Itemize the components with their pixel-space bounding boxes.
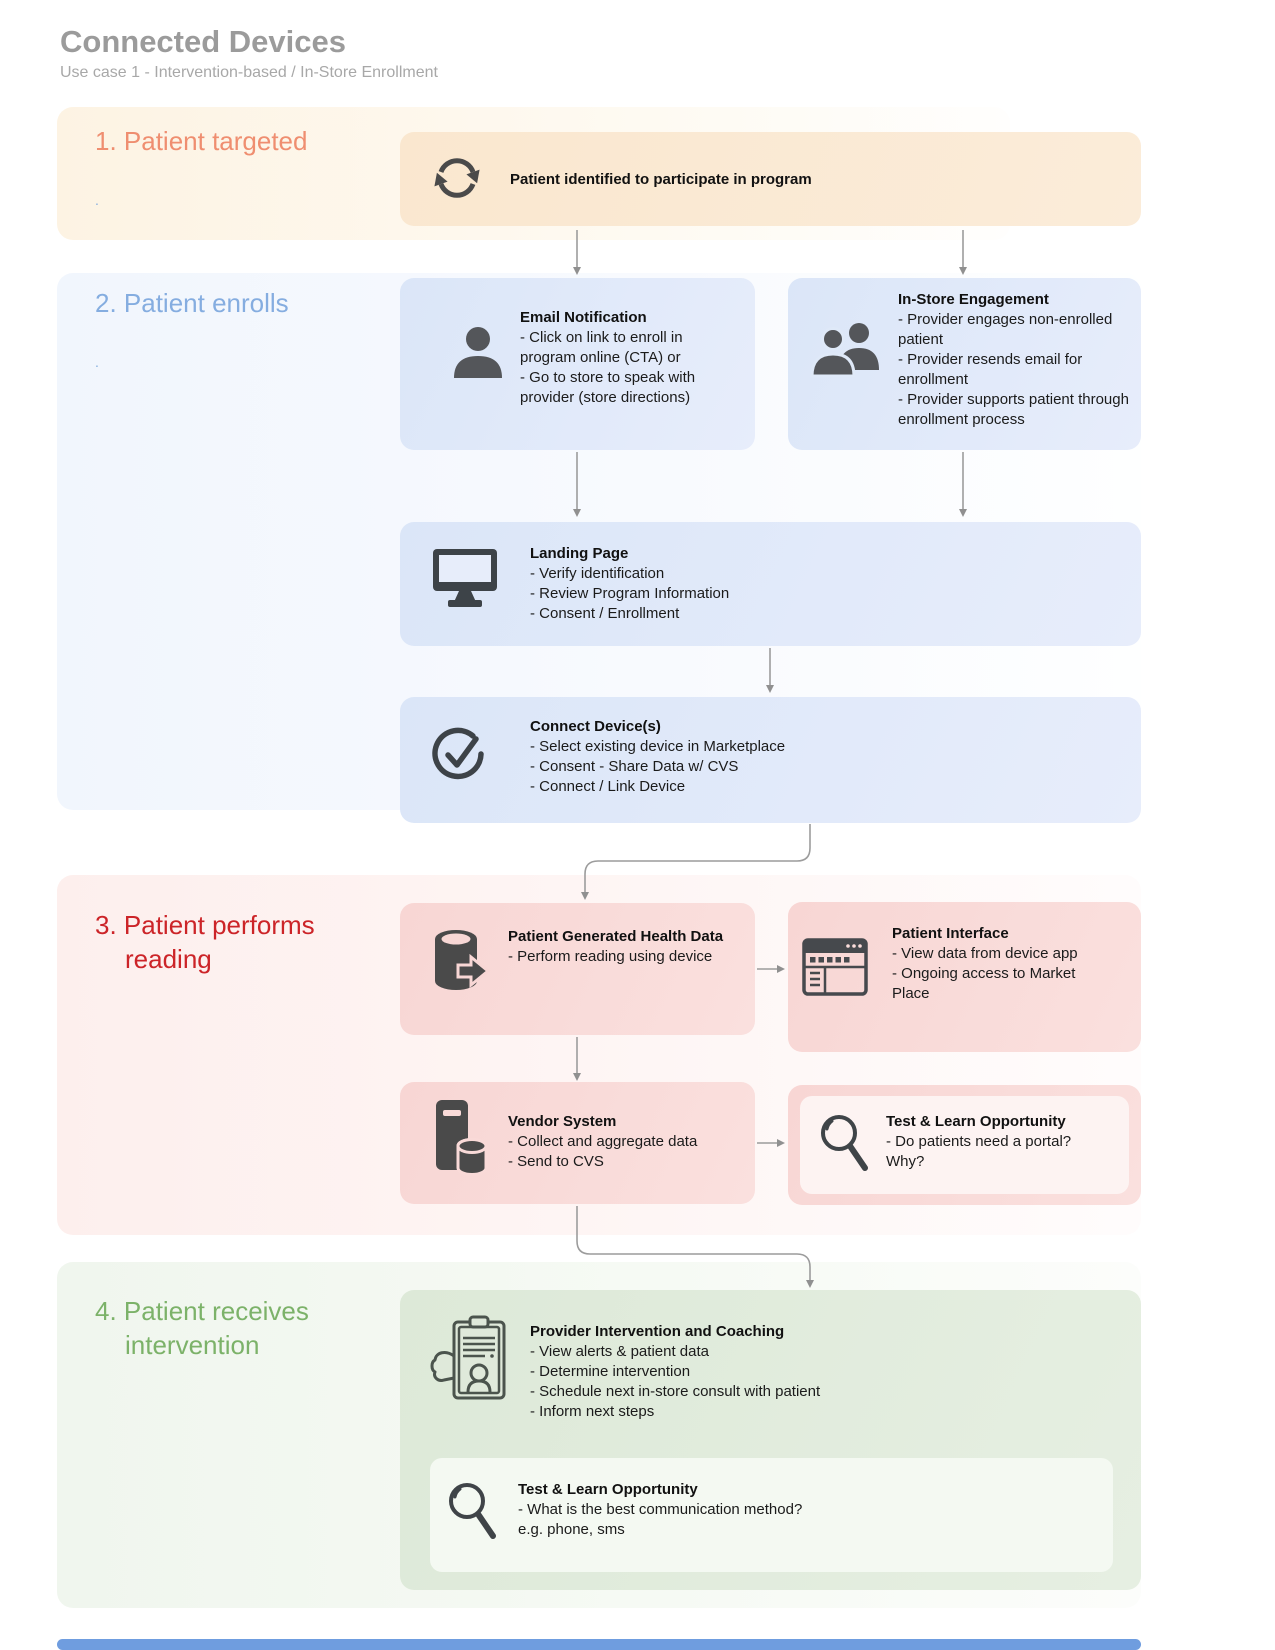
bottom-band-edge (57, 1639, 1141, 1650)
card-connect-devices (400, 697, 1141, 823)
card-bullet: - Go to store to speak with provider (store directions) (520, 369, 696, 406)
magnifier-icon (446, 1480, 498, 1549)
section-label-patient-enrolls: 2. Patient enrolls (95, 288, 289, 318)
card-title: Email Notification (520, 309, 647, 326)
section-dot-1: . (95, 192, 99, 208)
card-title: In-Store Engagement (898, 291, 1049, 308)
card-test-learn-portal-outer (788, 1085, 1141, 1205)
card-bullet: - Select existing device in Marketplace (530, 738, 786, 755)
page-subtitle: Use case 1 - Intervention-based / In-Store Enrollment (60, 64, 438, 81)
server-database-icon (432, 1098, 490, 1187)
card-email-notification (400, 278, 755, 450)
card-bullet: - Determine intervention (530, 1363, 691, 1380)
card-patient-generated-health-data (400, 903, 755, 1035)
card-title: Vendor System (508, 1113, 617, 1130)
card-bullet: - Consent - Share Data w/ CVS (530, 758, 739, 775)
sync-icon (428, 154, 486, 207)
card-bullet: - Provider engages non-enrolled patient (898, 311, 1113, 348)
section-label-patient-targeted: 1. Patient targeted (95, 126, 308, 156)
magnifier-icon (818, 1112, 870, 1181)
card-title: Test & Learn Opportunity (518, 1481, 698, 1498)
card-bullet: - Perform reading using device (508, 948, 713, 965)
card-title: Test & Learn Opportunity (886, 1113, 1066, 1130)
card-bullet: - Provider supports patient through enrollment process (898, 391, 1129, 428)
section-label-patient-performs-line1: 3. Patient performs (95, 910, 315, 940)
card-title: Provider Intervention and Coaching (530, 1323, 785, 1340)
card-bullet: - Provider resends email for enrollment (898, 351, 1083, 388)
card-title: Landing Page (530, 545, 629, 562)
card-bullet: - Consent / Enrollment (530, 605, 680, 622)
page-title: Connected Devices (60, 24, 346, 59)
card-title: Connect Device(s) (530, 718, 661, 735)
card-bullet: - Review Program Information (530, 585, 730, 602)
card-in-store-engagement (788, 278, 1141, 450)
card-bullet: - Verify identification (530, 565, 665, 582)
card-bullet: - Connect / Link Device (530, 778, 686, 795)
clipboard-person-icon (426, 1314, 512, 1411)
card-bullet: - Click on link to enroll in program online (CTA) or (520, 329, 683, 366)
card-vendor-system (400, 1082, 755, 1204)
check-circle-icon (430, 723, 488, 788)
section-dot-2: . (95, 354, 99, 370)
browser-window-icon (802, 938, 868, 1001)
card-test-learn-portal (800, 1096, 1129, 1194)
database-export-icon (430, 927, 494, 1004)
card-title: Patient identified to participate in program (510, 170, 812, 188)
monitor-icon (432, 548, 498, 615)
card-bullet: e.g. phone, sms (518, 1521, 625, 1538)
card-bullet: - Send to CVS (508, 1153, 604, 1170)
people-icon (808, 320, 886, 383)
person-icon (450, 324, 506, 387)
section-label-patient-receives-line1: 4. Patient receives (95, 1296, 309, 1326)
card-title: Patient Generated Health Data (508, 928, 724, 945)
card-patient-identified (400, 132, 1141, 226)
card-bullet: - What is the best communication method? (518, 1501, 803, 1518)
card-bullet: - Ongoing access to Market Place (892, 965, 1076, 1002)
card-bullet: - View alerts & patient data (530, 1343, 709, 1360)
card-provider-intervention (400, 1290, 1141, 1590)
card-bullet: - Do patients need a portal? Why? (886, 1133, 1072, 1170)
card-bullet: - Schedule next in-store consult with patient (530, 1383, 821, 1400)
section-label-patient-performs-line2: reading (125, 944, 212, 974)
card-test-learn-communication (430, 1458, 1113, 1572)
card-landing-page (400, 522, 1141, 646)
card-bullet: - Collect and aggregate data (508, 1133, 698, 1150)
card-patient-interface (788, 902, 1141, 1052)
card-title: Patient Interface (892, 925, 1009, 942)
card-bullet: - Inform next steps (530, 1403, 655, 1420)
section-label-patient-receives-line2: intervention (125, 1330, 260, 1360)
card-bullet: - View data from device app (892, 945, 1078, 962)
